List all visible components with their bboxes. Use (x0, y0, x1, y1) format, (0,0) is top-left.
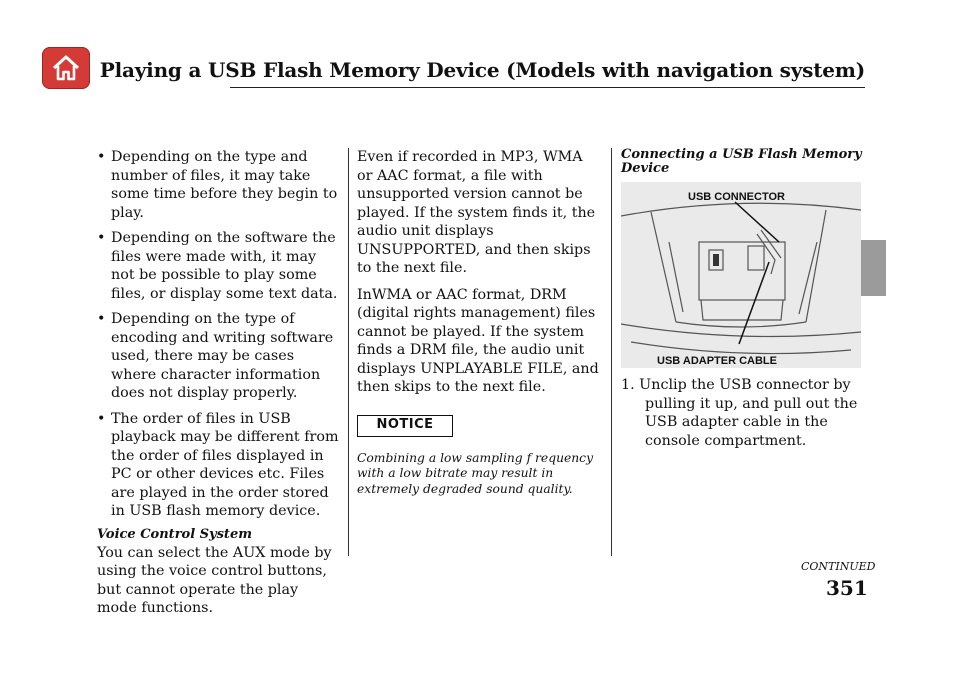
connecting-heading: Connecting a USB Flash Memory Device (621, 147, 862, 176)
page-title: Playing a USB Flash Memory Device (Models with navigation system) (99, 58, 865, 82)
column-divider-left (348, 148, 349, 556)
usb-adapter-cable-label: USB ADAPTER CABLE (657, 355, 777, 367)
notice-label: NOTICE (376, 417, 434, 433)
title-rule (230, 87, 865, 88)
continued-label: CONTINUED (801, 560, 876, 573)
bullet-item: • Depending on the type and number of files, it may take some time before they begin to play. (97, 148, 342, 222)
column-3 (621, 148, 866, 458)
console-compartment-drawing (621, 182, 861, 368)
voice-control-text: You can select the AUX mode by using the voice control buttons, but cannot operate the play mode functions. (97, 544, 332, 616)
bullet-item: • The order of files in USB playback may be different from the order of files displayed in PC or other devices etc. Files are played in the order stored in USB flash memory device. (97, 410, 342, 521)
file-playback-notes (97, 148, 342, 521)
home-button[interactable] (42, 47, 90, 89)
usb-connector-illustration (621, 182, 861, 368)
notice-text: Combining a low sampling f requency with a low bitrate may result in extremely degraded sound quality. (357, 450, 594, 496)
column-2 (357, 148, 602, 497)
page-number: 351 (826, 576, 868, 600)
bullet-item: • Depending on the type of encoding and writing software used, there may be cases where character information does not display properly. (97, 310, 342, 403)
step-1: 1. Unclip the USB connector by pulling it up, and pull out the USB adapter cable in the console compartment. (621, 377, 858, 449)
bullet-item: • Depending on the software the files were made with, it may not be possible to play some files, or display some text data. (97, 229, 342, 303)
unsupported-paragraph: Even if recorded in MP3, WMA or AAC format, a file with unsupported version cannot be played. If the system finds it, the audio unit displays UNSUPPORTED, and then skips to the next file. (357, 149, 596, 276)
column-1 (97, 148, 342, 626)
column-divider-right (611, 148, 612, 556)
usb-connector-label: USB CONNECTOR (688, 191, 785, 203)
notice-badge (357, 415, 453, 437)
drm-paragraph: InWMA or AAC format, DRM (digital rights management) files cannot be played. If the system finds a DRM file, the audio unit displays UNPLAYABLE FILE, and then skips to the next file. (357, 286, 599, 395)
voice-control-heading: Voice Control System (97, 526, 252, 542)
home-icon (51, 53, 81, 83)
